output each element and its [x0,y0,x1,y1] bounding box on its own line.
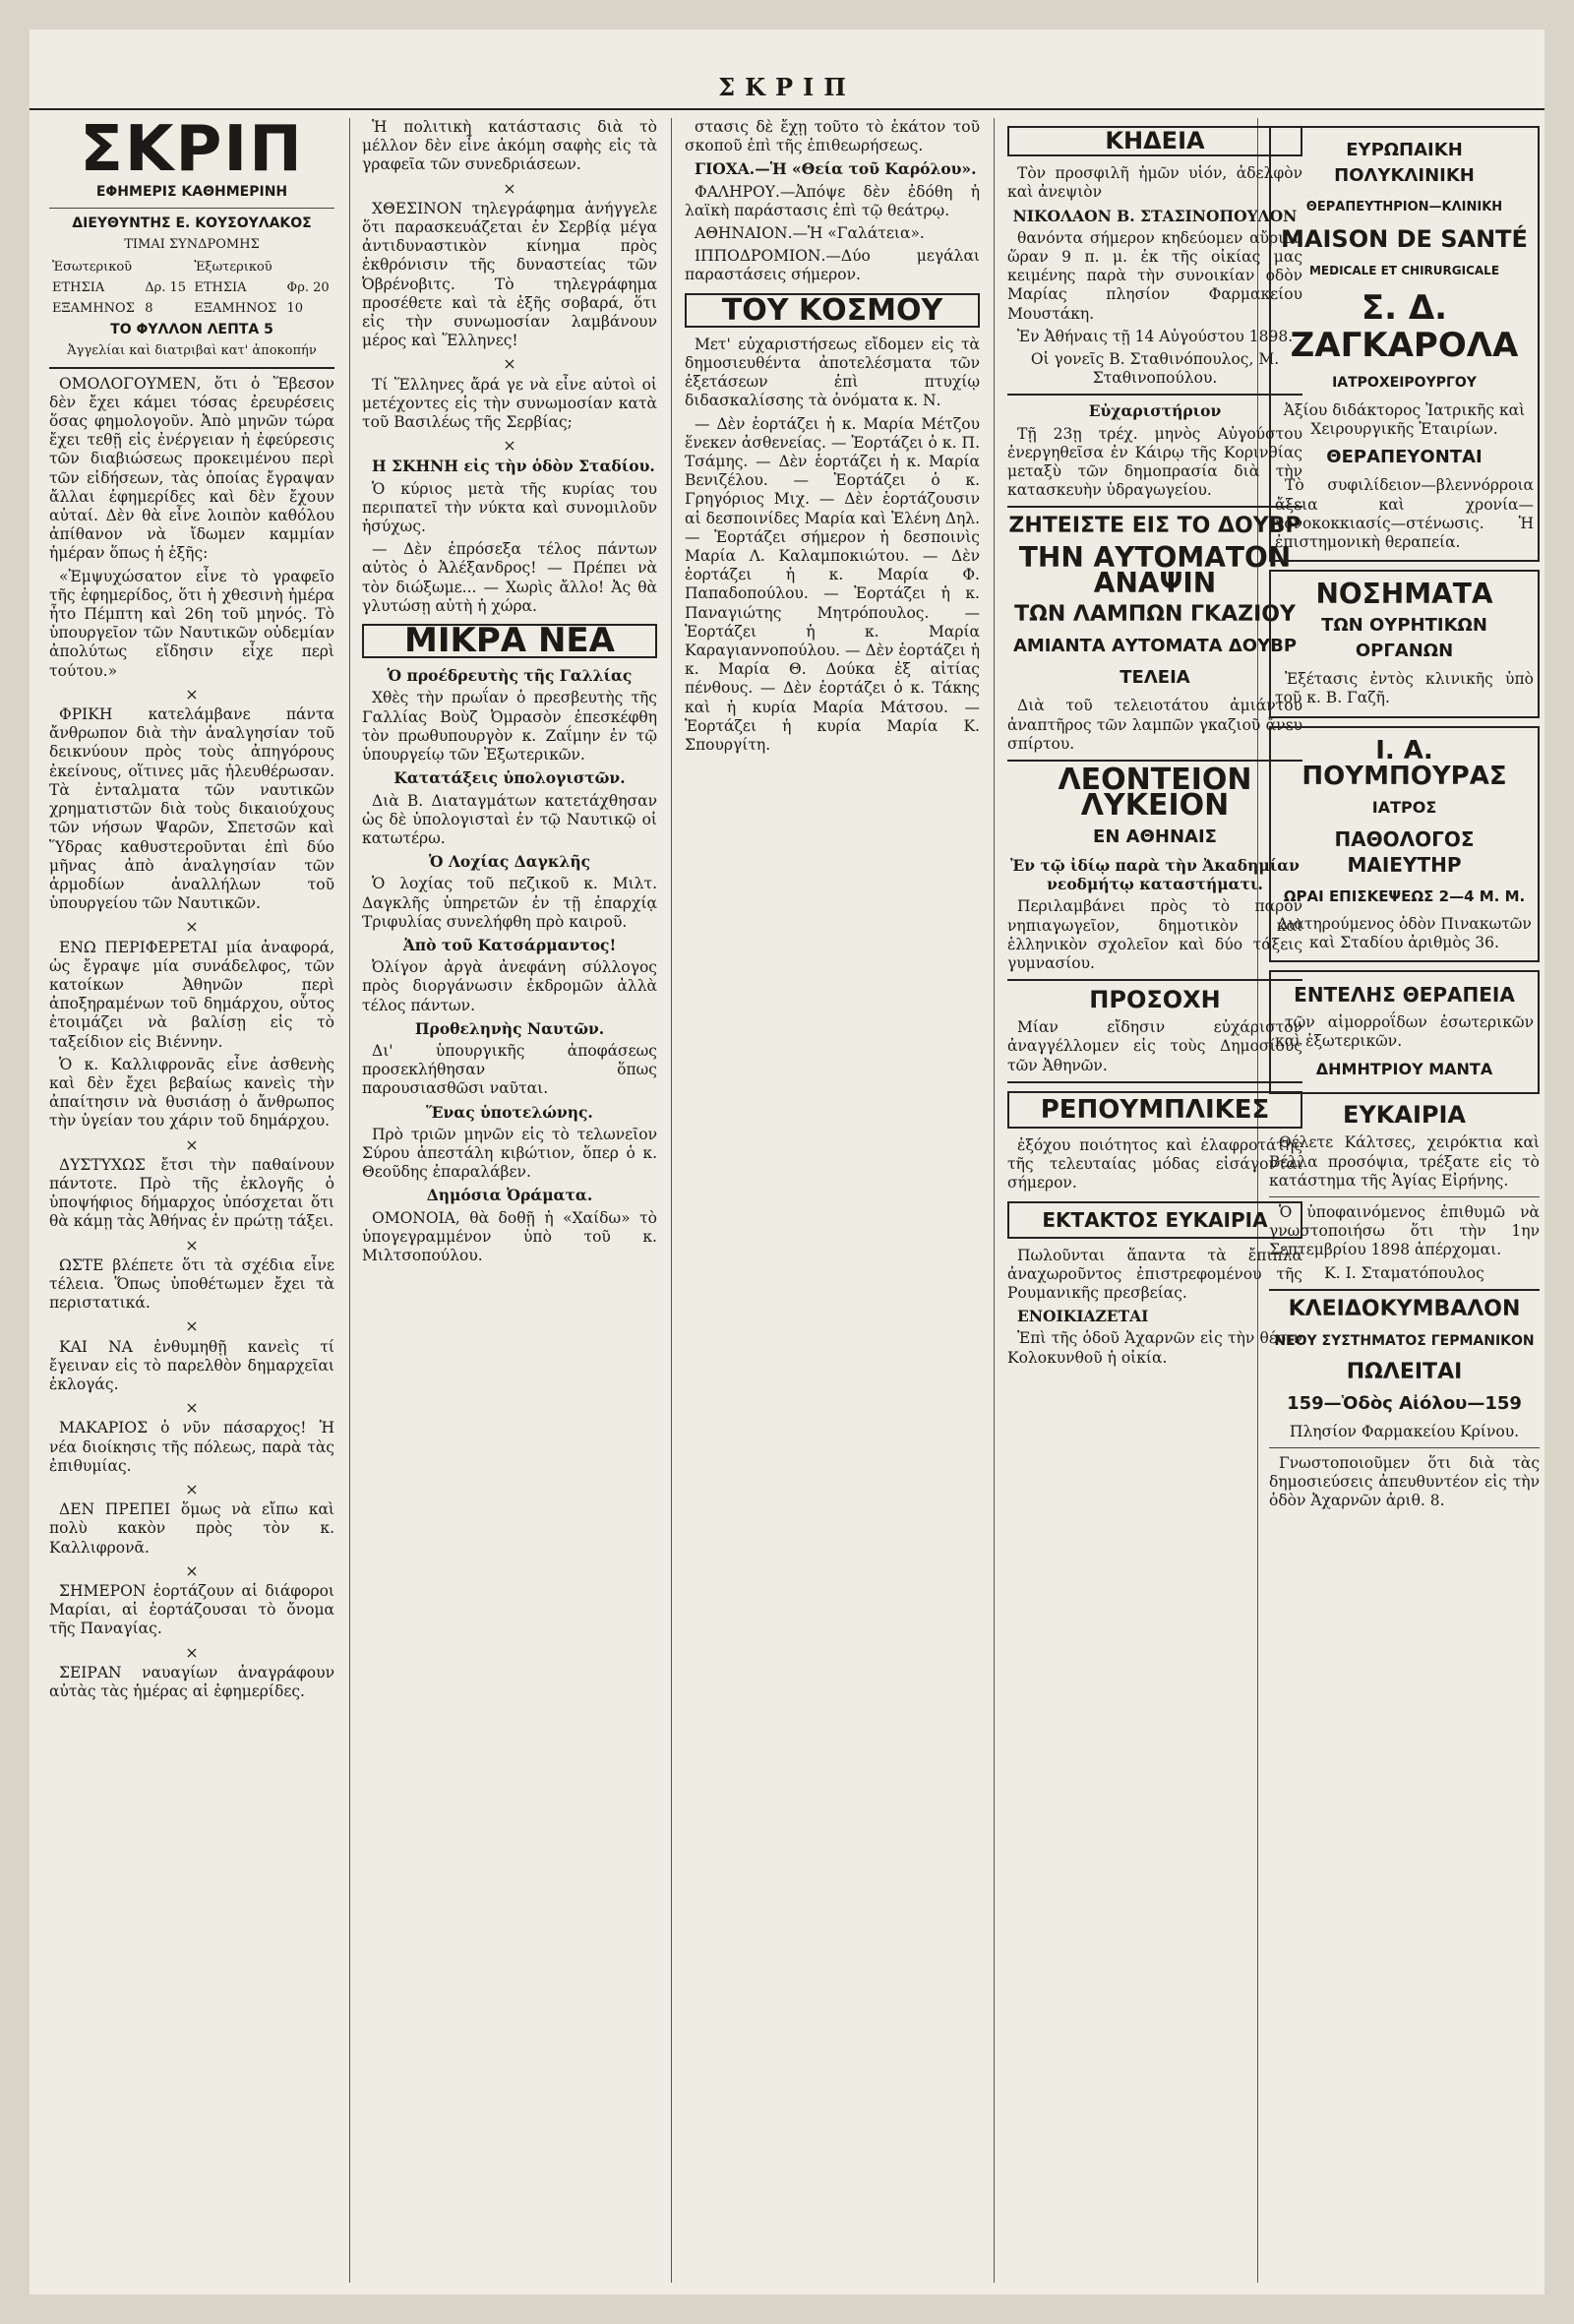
masthead-director: ΔΙΕΥΘΥΝΤΗΣ Ε. ΚΟΥΣΟΥΛΑΚΟΣ [72,215,312,232]
prices-label: ΤΙΜΑΙ ΣΥΝΔΡΟΜΗΣ [124,237,260,253]
article-heading: Η ΣΚΗΝΗ εἰς τὴν ὁδὸν Σταδίου. [372,457,655,476]
notice-signature: Κ. Ι. Σταματόπουλος [1324,1263,1484,1282]
column-divider [671,118,672,2283]
ad-title: ΤΕΛΕΙΑ [1120,667,1190,689]
ad-text: ἐξόχου ποιότητος καὶ ἐλαφροτάτης τῆς τελευταίας μόδας εἰσάγονται σήμερον. [1007,1135,1302,1193]
news-text: Πρὸ τριῶν μηνῶν εἰς τὸ τελωνεῖον Σύρου ἀπεστάλη κιβώτιον, ὅπερ ὁ κ. Θεοῦδης ἐπαραλάβεν. [362,1125,657,1182]
news-title: Ἕνας ὑποτελώνης. [426,1102,593,1122]
article-paragraph: ΔΕΝ ΠΡΕΠΕΙ ὅμως νὰ εἴπω καὶ πολὺ κακὸν πρὸς τὸν κ. Καλλιφρονᾶ. [49,1500,334,1557]
ad-subtitle: Ἐν τῷ ἰδίῳ παρὰ τὴν Ἀκαδημίαν νεοδμήτῳ καταστήματι. [1010,856,1300,894]
news-text: Χθὲς τὴν πρωΐαν ὁ πρεσβευτὴς τῆς Γαλλίας Βοὺζ Ὀμρασὸν ἐπεσκέφθη τὸν πρωθυπουργὸν κ. Ζαΐμην ἐν τῷ ὑπουργείῳ τῶν Ἐξωτερικῶν. [362,689,657,764]
ad-title: ΛΕΟΝΤΕΙΟΝ ΛΥΚΕΙΟΝ [1058,763,1252,824]
section-title: ΜΙΚΡΑ ΝΕΑ [404,621,615,661]
article-paragraph: ΣΕΙΡΑΝ ναυαγίων ἀναγράφουν αὐτὰς τὰς ἡμέρας αἱ ἐφημερίδες. [49,1663,334,1701]
ad-text: Ἐπὶ τῆς ὁδοῦ Ἀχαρνῶν εἰς τὴν θέσιν Κολοκυνθοῦ ἡ οἰκία. [1007,1329,1302,1367]
notice-text: Γνωστοποιοῦμεν ὅτι διὰ τὰς δημοσιεύσεις ἀπευθυντέον εἰς τὴν ὁδὸν Ἀχαρνῶν ἀριθ. 8. [1269,1454,1540,1510]
news-text: Ὀλίγον ἀργὰ ἀνεφάνη σύλλογος πρὸς διοργάνωσιν ἐκδρομῶν ἀλλὰ τέλος πάντων. [362,958,657,1014]
section-title: ΤΟΥ ΚΟΣΜΟΥ [721,292,943,328]
ad-title: ΑΜΙΑΝΤΑ ΑΥΤΟΜΑΤΑ ΔΟΥΒΡ [1012,636,1298,657]
article-paragraph: ΕΝΩ ΠΕΡΙΦΕΡΕΤΑΙ μία ἀναφορά, ὡς ἔγραψε μία συνάδελφος, τῶν κατοίκων Ἀθηνῶν περὶ ἀποξηραμένων τοῦ δημάρχου, οὗτος ἑτοιμάζει νὰ βαλίσῃ εἰς τὸ ταξείδιον εἰς Βιέννην. [49,938,334,1051]
article-paragraph: ΣΗΜΕΡΟΝ ἑορτάζουν αἱ διάφοροι Μαρίαι, αἱ ἑορτάζουσαι τὸ ὄνομα τῆς Παναγίας. [49,1582,334,1638]
opportunity-text: Θέλετε Κάλτσες, χειρόκτια καὶ Βέλλα προσόψια, τρέξατε εἰς τὸ κατάστημα τῆς Ἁγίας Εἰρήνης. [1269,1133,1540,1190]
ad-title-box: ΡΕΠΟΥΜΠΛΙΚΕΣ [1007,1091,1302,1129]
feast-list: — Δὲν ἑορτάζει ἡ κ. Μαρία Μέτζου ἕνεκεν ἀσθενείας. — Ἑορτάζει ὁ κ. Π. Τσάμης. — Δὲν ἑορτάζει ἡ κ. Μαρία Βενιζέλου. — Ἑορτάζει ὁ κ. Γρηγόριος Μιχ. — Δὲν ἑορτάζουσιν αἱ δεσποινίδες Μαρία καὶ Ἑλένη Δηλ. — Ἑορτάζει σήμερον ἡ δεσποινὶς Μαρία Λ. Καλαμποκιώτου. — Δὲν ἑορτάζει ἡ κ. Μαρία Φ. Παπαδοπούλου. — Ἑορτάζει ἡ κ. Παναγιώτης Μητρόπουλος. — Ἑορτάζει ἡ κ. Μαρία Καραγιαννοπούλου. — Δὲν ἑορτάζει ἡ κ. Μαρία Θ. Δούκα ἐξ αἰτίας πένθους. — Δὲν ἑορτάζει ὁ κ. Τάκης καὶ ἡ κυρία Μαρία Μάτσου. — Ἑορτάζει ἡ κυρία Μαρία Κ. Σπουργίτη. [685,414,980,755]
column-divider [994,118,995,2283]
therapy-ad: ΕΝΤΕΛΗΣ ΘΕΡΑΠΕΙΑ τῶν αἱμορροΐδων ἐσωτερικῶν καὶ ἐξωτερικῶν. ΔΗΜΗΤΡΙΟΥ ΜΑΝΤΑ [1269,970,1540,1094]
article-paragraph: ΑΘΗΝΑΙΟΝ.—Ἡ «Γαλάτεια». [695,224,925,243]
issue-price: ΤΟ ΦΥΛΛΟΝ ΛΕΠΤΑ 5 [110,322,273,338]
thanks-title: Εὐχαριστήριον [1088,401,1222,421]
column-divider [349,118,350,2283]
article-paragraph: Μετ' εὐχαριστήσεως εἴδομεν εἰς τὰ δημοσιευθέντα ἀποτελέσματα τῶν ἐξετάσεων ἐπὶ πτυχίῳ διδασκαλίσσης τὰ ὀνόματα κ. Ν. [685,335,980,410]
article-paragraph: «Ἐμψυχώσατον εἶνε τὸ γραφεῖο τῆς ἐφημερίδος, ὅτι ἡ χθεσινὴ ἡμέρα ἦτο Πέμπτη καὶ 26η τοῦ μηνός. Τὸ ὑπουργεῖον τῶν Ναυτικῶν οὐδεμίαν ἀπολύτως εἴδησιν εἶχε περὶ τούτου.» [49,567,334,680]
doctor-ad: Ι. Α. ΠΟΥΜΠΟΥΡΑΣ ΙΑΤΡΟΣ ΠΑΘΟΛΟΓΟΣ ΜΑΙΕΥΤΗΡ ΩΡΑΙ ΕΠΙΣΚΕΨΕΩΣ 2—4 Μ. Μ. Διατηρούμενος ὁδὸν Πινακωτῶν καὶ Σταδίου ἀριθμὸς 36. [1269,726,1540,962]
ad-title: ΖΗΤΕΙΣΤΕ ΕΙΣ ΤΟ ΔΟΥΒΡ [1008,514,1302,539]
deceased-name: ΝΙΚΟΛΑΟΝ Β. ΣΤΑΣΙΝΟΠΟΥΛΟΝ [1012,206,1298,225]
news-title: Προθεληνὴς Ναυτῶν. [414,1018,605,1038]
ad-text: Διὰ τοῦ τελειοτάτου ἀμιάντου ἀναπτῆρος τῶν λαμπῶν γκαζιοῦ ἄνευ σπίρτου. [1007,697,1302,753]
article-paragraph: ΦΡΙΚΗ κατελάμβανε πάντα ἄνθρωπον διὰ τὴν ἀναλγησίαν τοῦ δεικνύουν πρὸς τοὺς ἀπηγόρους ἐκείνους, οἵτινες μᾶς ἠλευθέρωσαν. Τὰ ἐνταλματα τῶν ναυτικῶν χρηματιστῶν διὰ τοὺς δικαιούχους τῶν νήσων Ψαρῶν, Σπετσῶν καὶ Ὕδρας καθυστεροῦνται ἐπὶ δύο μῆνας ἀπὸ ἀναλγησίαν τῶν ἀρμοδίων ἀναλλήλων τοῦ ὑπουργείου τῶν Ναυτικῶν. [49,705,334,913]
news-title: Ὁ Λοχίας Δαγκλῆς [428,852,591,872]
funeral-date: Ἐν Ἀθήναις τῇ 14 Αὐγούστου 1898. [1016,327,1294,345]
ad-title: ΤΩΝ ΛΑΜΠΩΝ ΓΚΑΖΙΟΥ [1014,602,1296,628]
column-4 [1007,118,1302,2273]
ad-text: Περιλαμβάνει πρὸς τὸ παρὸν νηπιαγωγεῖον, δημοτικὸν καὶ ἑλληνικὸν σχολεῖον καὶ δύο τάξεις γυμνασίου. [1007,897,1302,973]
masthead-subtitle: ΕΦΗΜΕΡΙΣ ΚΑΘΗΜΕΡΙΝΗ [95,184,288,200]
article-paragraph: ΚΑΙ ΝΑ ἐνθυμηθῇ κανεὶς τί ἔγειναν εἰς τὸ παρελθὸν δημαρχεῖαι ἐκλογάς. [49,1337,334,1393]
news-text: Ὁ λοχίας τοῦ πεζικοῦ κ. Μιλτ. Δαγκλῆς ὑπηρετῶν ἐν τῇ ἐπαρχίᾳ Τριφυλίας συνελήφθη πρὸ καιροῦ. [362,875,657,931]
masthead-notice: Ἀγγελίαι καὶ διατριβαὶ κατ' ἀποκοπήν [67,343,317,359]
news-title: Κατατάξεις ὑπολογιστῶν. [394,768,626,788]
urology-ad: ΝΟΣΗΜΑΤΑ ΤΩΝ ΟΥΡΗΤΙΚΩΝ ΟΡΓΑΝΩΝ Ἐξέτασις ἐντὸς κλινικῆς ὑπὸ τοῦ κ. Β. Γαζῆ. [1269,570,1540,717]
funeral-notice-title-box: ΚΗΔΕΙΑ [1007,126,1302,156]
article-paragraph: ΩΣΤΕ βλέπετε ὅτι τὰ σχέδια εἶνε τέλεια. Ὅπως ὑποθέτωμεν ἔχει τὰ περιστατικά. [49,1255,334,1313]
ad-title: ΠΡΟΣΟΧΗ [1089,986,1221,1014]
ad-title-box: ΕΚΤΑΚΤΟΣ ΕΥΚΑΙΡΙΑ [1007,1201,1302,1239]
thanks-text: Τῇ 23ῃ τρέχ. μηνὸς Αὐγούστου ἐνεργηθεῖσα ἐν Κάιρῳ τῆς Κορινθίας μεταξὺ τῶν δημοπρασία διὰ τὴν κατασκευὴν ὑδραγωγείου. [1007,424,1302,500]
newspaper-page [30,30,1544,2294]
clinic-ad: ΕΥΡΩΠΑΙΚΗ ΠΟΛΥΚΛΙΝΙΚΗ ΘΕΡΑΠΕΥΤΗΡΙΟΝ—ΚΛΙΝΙΚΗ MAISON DE SANTÉ MEDICALE ET CHIRURGICALE Σ. Δ. ΖΑΓΚΑΡΟΛΑ ΙΑΤΡΟΧΕΙΡΟΥΡΓΟΥ Ἀξίου διδάκτορος Ἰατρικῆς καὶ Χειρουργικῆς Ἑταιρίων. ΘΕΡΑΠΕΥΟΝΤΑΙ Τὸ συφιλίδειον—βλεννόρροια ἄξεια καὶ χρονία—γονοκοκκιασίς—στένωσις. Ἡ ἐπιστημονικὴ θεραπεία. [1269,126,1540,562]
ad-text: Πωλοῦνται ἅπαντα τὰ ἔπιπλα ἀναχωροῦντος ἐπιστρεφομένου τῆς Ρουμανικῆς πρεσβείας. [1007,1246,1302,1302]
news-title: Δημόσια Ὀράματα. [426,1186,593,1205]
masthead-title: ΣΚΡΙΠ [80,118,304,186]
column-3 [685,118,980,2273]
article-paragraph: Ὁ κύριος μετὰ τῆς κυρίας του περιπατεῖ τὴν νύκτα καὶ συνομιλοῦν ἡσύχως. [362,479,657,536]
prices-table: Ἐσωτερικοῦ Ἐξωτερικοῦ ΕΤΗΣΙΑ Δρ. 15 ΕΤΗΣΙΑ Φρ. 20 ΕΞΑΜΗΝΟΣ 8 ΕΞΑΜΗΝΟΣ 10 [52,259,330,317]
funeral-text: Τὸν προσφιλῆ ἡμῶν υἱόν, ἀδελφὸν καὶ ἀνεψιὸν [1007,164,1302,202]
news-text: Δι' ὑπουργικῆς ἀποφάσεως προσεκλήθησαν ὅπως παρουσιασθῶσι ναῦται. [362,1041,657,1098]
section-title-box [685,293,980,328]
article-paragraph: στασις δὲ ἔχῃ τοῦτο τὸ ἑκάτον τοῦ σκοποῦ ἐπὶ τῆς ἐπιθεωρήσεως. [685,118,980,155]
masthead [49,118,334,369]
article-paragraph: ΜΑΚΑΡΙΟΣ ὁ νῦν πάσαρχος! Ἡ νέα διοίκησις τῆς πόλεως, παρὰ τὰς ἐπιθυμίας. [49,1419,334,1475]
column-1: ΣΚΡΙΠ ΕΦΗΜΕΡΙΣ ΚΑΘΗΜΕΡΙΝΗ ΔΙΕΥΘΥΝΤΗΣ Ε. ΚΟΥΣΟΥΛΑΚΟΣ ΤΙΜΑΙ ΣΥΝΔΡΟΜΗΣ Ἐσωτερικοῦ Ἐξωτερικοῦ ΕΤΗΣΙΑ Δρ. 15 ΕΤΗΣΙΑ Φρ. 20 ΕΞΑΜΗΝΟΣ 8 ΕΞΑΜΗΝΟΣ 10 ΤΟ ΦΥΛΛΟΝ ΛΕΠΤΑ 5 Ἀγγελίαι καὶ διατριβαὶ κατ' ἀποκοπήν ΟΜΟΛΟΓΟΥΜΕΝ, ὅτι ὁ Ἕβεσον δὲν ἔχει κάμει τόσας ἐρευρέσεις ὅσας φημολογοῦν. Ἀπὸ μηνῶν τώρα ἔχει τεθῇ εἰς ἐνέργειαν ἡ ἐφεύρεσις τῶν διαβιώσεως προκειμένου περὶ τῶν εἰδήσεων, τὰς ὁποίας ἔγραψαν ἄλλαι ἐφημερίδες καὶ δὲν ἔχουν αὐταί. Δὲν θὰ εἶνε λοιπὸν καθόλου ἀπίθανον νὰ ἴδωμεν καμμίαν ἡμέραν ὅπως ἡ ἑξῆς: «Ἐμψυχώσατον εἶνε τὸ γραφεῖο τῆς ἐφημερίδος, ὅτι ἡ χθεσινὴ ἡμέρα ἦτο Πέμπτη καὶ 26η τοῦ μηνός. Τὸ ὑπουργεῖον τῶν Ναυτικῶν οὐδεμίαν ἀπολύτως εἴδησιν εἶχε περὶ τούτου.» × ΦΡΙΚΗ κατελάμβανε πάντα ἄνθρωπον διὰ τὴν ἀναλγησίαν τοῦ δεικνύουν πρὸς τοὺς ἀπηγόρους ἐκείνους, οἵτινες μᾶς ἠλευθέρωσαν. Τὰ ἐνταλματα τῶν ναυτικῶν χρηματιστῶν διὰ τοὺς δικαιούχους τῶν νήσων Ψαρῶν, Σπετσῶν καὶ Ὕδρας καθυστεροῦνται ἐπὶ δύο μῆνας ἀπὸ ἀναλγησίαν τῶν ἀρμοδίων ἀναλλήλων τοῦ ὑπουργείου τῶν Ναυτικῶν. × ΕΝΩ ΠΕΡΙΦΕΡΕΤΑΙ μία ἀναφορά, ὡς ἔγραψε μία συνάδελφος, τῶν κατοίκων Ἀθηνῶν περὶ ἀποξηραμένων τοῦ δημάρχου, οὗτος ἑτοιμάζει νὰ βαλίσῃ εἰς τὸ ταξείδιον εἰς Βιέννην. Ὁ κ. Καλλιφρονᾶς εἶνε ἀσθενὴς καὶ δὲν ἔχει βεβαίως κανεὶς τὴν ἀπαίτησιν νὰ θυσιάσῃ ὁ ἄνθρωπος τὴν ὑγείαν του χάριν τοῦ δημάρχου. × ΔΥΣΤΥΧΩΣ ἔτσι τὴν παθαίνουν πάντοτε. Πρὸ τῆς ἐκλογῆς ὁ ὑποψήφιος δήμαρχος ὑπόσχεται ὅτι θὰ κάμῃ τὰς Ἀθήνας ἐν πρώτῃ τάξει. × ΩΣΤΕ βλέπετε ὅτι τὰ σχέδια εἶνε τέλεια. Ὅπως ὑποθέτωμεν ἔχει τὰ περιστατικά. × ΚΑΙ ΝΑ ἐνθυμηθῇ κανεὶς τί ἔγειναν εἰς τὸ παρελθὸν δημαρχεῖαι ἐκλογάς. × ΜΑΚΑΡΙΟΣ ὁ νῦν πάσαρχος! Ἡ νέα διοίκησις τῆς πόλεως, παρὰ τὰς ἐπιθυμίας. × ΔΕΝ ΠΡΕΠΕΙ ὅμως νὰ εἴπω καὶ πολὺ κακὸν πρὸς τὸν κ. Καλλιφρονᾶ. × ΣΗΜΕΡΟΝ ἑορτάζουν αἱ διάφοροι Μαρίαι, αἱ ἑορτάζουσαι τὸ ὄνομα τῆς Παναγίας. × ΣΕΙΡΑΝ ναυαγίων ἀναγράφουν αὐτὰς τὰς ἡμέρας αἱ ἐφημερίδες. [49,118,334,1701]
ad-title: ΤΗΝ ΑΥΤΟΜΑΤΟΝ ΑΝΑΨΙΝ [1018,541,1292,600]
news-title: Ὁ προέδρευτὴς τῆς Γαλλίας [387,666,633,686]
ad-text: Μίαν εἴδησιν εὐχάριστον ἀναγγέλλομεν εἰς τοὺς Δημοσίους τῶν Ἀθηνῶν. [1007,1018,1302,1074]
article-paragraph: Ὁ κ. Καλλιφρονᾶς εἶνε ἀσθενὴς καὶ δὲν ἔχει βεβαίως κανεὶς τὴν ἀπαίτησιν νὰ θυσιάσῃ ὁ ἄνθρωπος τὴν ὑγείαν του χάριν τοῦ δημάρχου. [49,1055,334,1131]
article-paragraph: ΔΥΣΤΥΧΩΣ ἔτσι τὴν παθαίνουν πάντοτε. Πρὸ τῆς ἐκλογῆς ὁ ὑποψήφιος δήμαρχος ὑπόσχεται ὅτι θὰ κάμῃ τὰς Ἀθήνας ἐν πρώτῃ τάξει. [49,1155,334,1231]
article-paragraph: ΦΑΛΗΡΟΥ.—Ἀπόψε δὲν ἐδόθη ἡ λαϊκὴ παράστασις ἐπὶ τῷ θεάτρῳ. [685,182,980,219]
news-text: Διὰ Β. Διαταγμάτων κατετάχθησαν ὡς δὲ ὑπολογισταὶ ἐν τῷ Ναυτικῷ οἱ κατωτέρω. [362,791,657,847]
running-head: ΣΚΡΙΠ [718,73,856,101]
news-title: Ἀπὸ τοῦ Κατσάρμαντος! [402,935,617,954]
funeral-text: θανόντα σήμερον κηδεύομεν αὔριον ὥραν 9 π. μ. ἐκ τῆς οἰκίας μας κειμένης παρὰ τὴν συνοικίαν ὁδὸν Μαρίας πλησίον Φαρμακείου Μουστάκη. [1007,228,1302,323]
article-paragraph: ΧΘΕΣΙΝΟΝ τηλεγράφημα ἀνήγγελε ὅτι παρασκευάζεται ἐν Σερβίᾳ μέγα ἀντιδυναστικὸν κίνημα πρὸς ἐκθρόνισιν τῆς δυναστείας τῶν Ὀβρένοβιτς. Τὸ τηλεγράφημα προσέθετε καὶ τὰ ἑξῆς σοβαρά, ὅτι εἰς τὴν συνωμοσίαν λαμβάνουν μέρος καὶ Ἕλληνες! [362,199,657,350]
article-paragraph: Ἡ πολιτικὴ κατάστασις διὰ τὸ μέλλον δὲν εἶνε ἀκόμη σαφὴς εἰς τὰ γραφεῖα τῶν συνεδριάσεων. [362,118,657,174]
notice-text: Ὁ ὑποφαινόμενος ἐπιθυμῶ νὰ γνωστοποιήσω ὅτι τὴν 1ην Σεπτεμβρίου 1898 ἀπέρχομαι. [1269,1203,1540,1259]
news-text: ΟΜΟΝΟΙΑ, θὰ δοθῇ ἡ «Χαίδω» τὸ ὑπογεγραμμένον ὑπὸ τοῦ κ. Μιλτσοπούλου. [362,1208,657,1264]
column-5: ΕΥΡΩΠΑΙΚΗ ΠΟΛΥΚΛΙΝΙΚΗ ΘΕΡΑΠΕΥΤΗΡΙΟΝ—ΚΛΙΝΙΚΗ MAISON DE SANTÉ MEDICALE ET CHIRURGICALE Σ. Δ. ΖΑΓΚΑΡΟΛΑ ΙΑΤΡΟΧΕΙΡΟΥΡΓΟΥ Ἀξίου διδάκτορος Ἰατρικῆς καὶ Χειρουργικῆς Ἑταιρίων. ΘΕΡΑΠΕΥΟΝΤΑΙ Τὸ συφιλίδειον—βλεννόρροια ἄξεια καὶ χρονία—γονοκοκκιασίς—στένωσις. Ἡ ἐπιστημονικὴ θεραπεία. ΝΟΣΗΜΑΤΑ ΤΩΝ ΟΥΡΗΤΙΚΩΝ ΟΡΓΑΝΩΝ Ἐξέτασις ἐντὸς κλινικῆς ὑπὸ τοῦ κ. Β. Γαζῆ. Ι. Α. ΠΟΥΜΠΟΥΡΑΣ ΙΑΤΡΟΣ ΠΑΘΟΛΟΓΟΣ ΜΑΙΕΥΤΗΡ ΩΡΑΙ ΕΠΙΣΚΕΨΕΩΣ 2—4 Μ. Μ. Διατηρούμενος ὁδὸν Πινακωτῶν καὶ Σταδίου ἀριθμὸς 36. ΕΝΤΕΛΗΣ ΘΕΡΑΠΕΙΑ τῶν αἱμορροΐδων ἐσωτερικῶν καὶ ἐξωτερικῶν. ΔΗΜΗΤΡΙΟΥ ΜΑΝΤΑ ΕΥΚΑΙΡΙΑ Θέλετε Κάλτσες, χειρόκτια καὶ Βέλλα προσόψια, τρέξατε εἰς τὸ κατάστημα τῆς Ἁγίας Εἰρήνης. Ὁ ὑποφαινόμενος ἐπιθυμῶ νὰ γνωστοποιήσω ὅτι τὴν 1ην Σεπτεμβρίου 1898 ἀπέρχομαι. Κ. Ι. Σταματόπουλος ΚΛΕΙΔΟΚΥΜΒΑΛΟΝ ΝΕΟΥ ΣΥΣΤΗΜΑΤΟΣ ΓΕΡΜΑΝΙΚΟΝ ΠΩΛΕΙΤΑΙ 159—Ὁδὸς Αἰόλου—159 Πλησίον Φαρμακείου Κρίνου. Γνωστοποιοῦμεν ὅτι διὰ τὰς δημοσιεύσεις ἀπευθυντέον εἰς τὴν ὁδὸν Ἀχαρνῶν ἀριθ. 8. [1269,118,1540,2273]
section-title-box [362,621,657,661]
funeral-family: Οἱ γονεῖς Β. Σταθινόπουλος, Μ. Σταθινοπούλου. [1030,350,1280,388]
article-paragraph: ΙΠΠΟΔΡΟΜΙΟΝ.—Δύο μεγάλαι παραστάσεις σήμερον. [685,247,980,284]
article-paragraph: — Δὲν ἐπρόσεξα τέλος πάντων αὐτὸς ὁ Ἀλέξανδρος! — Πρέπει νὰ τὸν διώξωμε... — Χωρὶς ἄλλο! Ἀς θὰ γλυτώσῃ αὐτὴ ἡ χώρα. [362,540,657,615]
article-heading: ΓΙΟΧΑ.—Ἡ «Θεία τοῦ Καρόλου». [695,159,977,179]
article-paragraph: ΟΜΟΛΟΓΟΥΜΕΝ, ὅτι ὁ Ἕβεσον δὲν ἔχει κάμει τόσας ἐρευρέσεις ὅσας φημολογοῦν. Ἀπὸ μηνῶν τώρα ἔχει τεθῇ εἰς ἐνέργειαν ἡ ἐφεύρεσις τῶν διαβιώσεως προκειμένου περὶ τῶν εἰδήσεων, τὰς ὁποίας ἔγραψαν ἄλλαι ἐφημερίδες καὶ δὲν ἔχουν αὐταί. Δὲν θὰ εἶνε λοιπὸν καθόλου ἀπίθανον νὰ ἴδωμεν καμμίαν ἡμέραν ὅπως ἡ ἑξῆς: [49,374,334,563]
header-rule [30,108,1544,110]
opportunity-title: ΕΥΚΑΙΡΙΑ [1343,1101,1466,1130]
ad-heading: ΕΝΟΙΚΙΑΖΕΤΑΙ [1017,1307,1149,1326]
column-2: Ἡ πολιτικὴ κατάστασις διὰ τὸ μέλλον δὲν εἶνε ἀκόμη σαφὴς εἰς τὰ γραφεῖα τῶν συνεδριάσεων. × ΧΘΕΣΙΝΟΝ τηλεγράφημα ἀνήγγελε ὅτι παρασκευάζεται ἐν Σερβίᾳ μέγα ἀντιδυναστικὸν κίνημα πρὸς ἐκθρόνισιν τῆς δυναστείας τῶν Ὀβρένοβιτς. Τὸ τηλεγράφημα προσέθετε καὶ τὰ ἑξῆς σοβαρά, ὅτι εἰς τὴν συνωμοσίαν λαμβάνουν μέρος καὶ Ἕλληνες! × Τί Ἕλληνες ἄρά γε νὰ εἶνε αὐτοὶ οἱ μετέχοντες εἰς τὴν συνωμοσίαν κατὰ τοῦ Βασιλέως τῆς Σερβίας; × Η ΣΚΗΝΗ εἰς τὴν ὁδὸν Σταδίου. Ὁ κύριος μετὰ τῆς κυρίας του περιπατεῖ τὴν νύκτα καὶ συνομιλοῦν ἡσύχως. — Δὲν ἐπρόσεξα τέλος πάντων αὐτὸς ὁ Ἀλέξανδρος! — Πρέπει νὰ τὸν διώξωμε... — Χωρὶς ἄλλο! Ἀς θὰ γλυτώσῃ αὐτὴ ἡ χώρα. ΜΙΚΡΑ ΝΕΑ Ὁ προέδρευτὴς τῆς Γαλλίας Χθὲς τὴν πρωΐαν ὁ πρεσβευτὴς τῆς Γαλλίας Βοὺζ Ὀμρασὸν ἐπεσκέφθη τὸν πρωθυπουργὸν κ. Ζαΐμην ἐν τῷ ὑπουργείῳ τῶν Ἐξωτερικῶν. Κατατάξεις ὑπολογιστῶν. Διὰ Β. Διαταγμάτων κατετάχθησαν ὡς δὲ ὑπολογισταὶ ἐν τῷ Ναυτικῷ οἱ κατωτέρω. Ὁ Λοχίας Δαγκλῆς Ὁ λοχίας τοῦ πεζικοῦ κ. Μιλτ. Δαγκλῆς ὑπηρετῶν ἐν τῇ ἐπαρχίᾳ Τριφυλίας συνελήφθη πρὸ καιροῦ. Ἀπὸ τοῦ Κατσάρμαντος! Ὀλίγον ἀργὰ ἀνεφάνη σύλλογος πρὸς διοργάνωσιν ἐκδρομῶν ἀλλὰ τέλος πάντων. Προθεληνὴς Ναυτῶν. Δι' ὑπουργικῆς ἀποφάσεως προσεκλήθησαν ὅπως παρουσιασθῶσι ναῦται. Ἕνας ὑποτελώνης. Πρὸ τριῶν μηνῶν εἰς τὸ τελωνεῖον Σύρου ἀπεστάλη κιβώτιον, ὅπερ ὁ κ. Θεοῦδης ἐπαραλάβεν. Δημόσια Ὀράματα. ΟΜΟΝΟΙΑ, θὰ δοθῇ ἡ «Χαίδω» τὸ ὑπογεγραμμένον ὑπὸ τοῦ κ. Μιλτσοπούλου. [362,118,657,1264]
ad-title: ΕΝ ΑΘΗΝΑΙΣ [1093,826,1217,848]
piano-ad-title: ΚΛΕΙΔΟΚΥΜΒΑΛΟΝ [1288,1296,1521,1321]
article-paragraph: Τί Ἕλληνες ἄρά γε νὰ εἶνε αὐτοὶ οἱ μετέχοντες εἰς τὴν συνωμοσίαν κατὰ τοῦ Βασιλέως τῆς Σερβίας; [362,375,657,432]
